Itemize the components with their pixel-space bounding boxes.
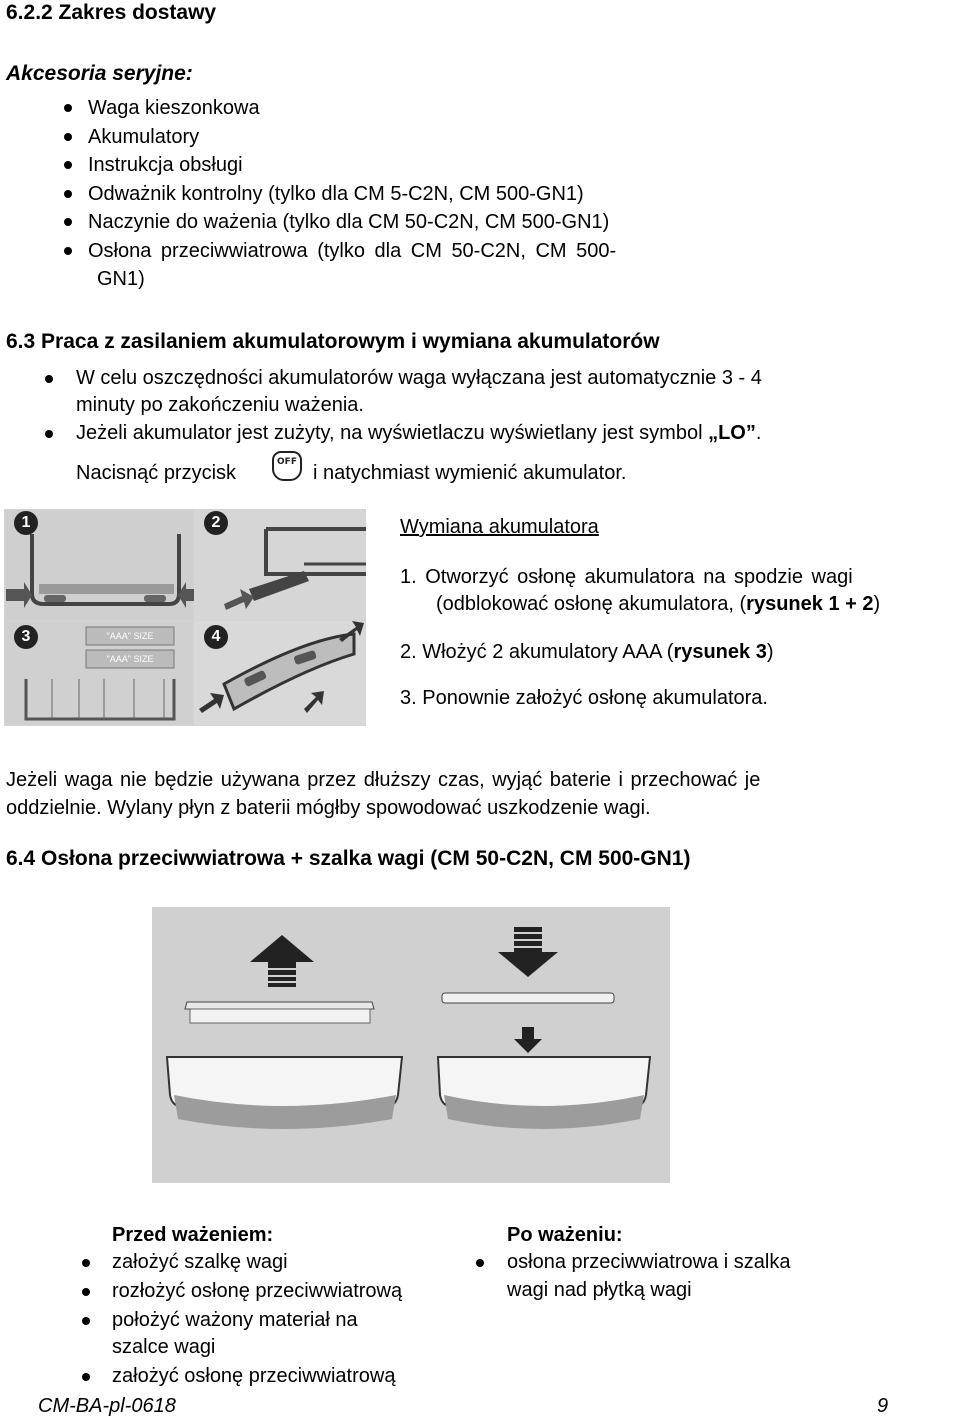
draft-shield-illustration — [152, 907, 670, 1183]
list-item: Osłona przeciwwiatrowa (tylko dla CM 50-C2N, CM 500- — [88, 237, 616, 265]
section-622-subheading: Akcesoria seryjne: — [6, 62, 193, 85]
list-item-continuation: szalce wagi — [112, 1336, 216, 1358]
step-3: 3. Ponownie założyć osłonę akumulatora. — [400, 687, 768, 709]
battery-label: "AAA" SIZE — [106, 654, 154, 664]
list-item: Instrukcja obsługi — [88, 151, 243, 179]
step-1: 1. Otworzyć osłonę akumulatora na spodzie wagi — [400, 566, 853, 588]
list-item: osłona przeciwwiatrowa i szalka — [507, 1250, 790, 1274]
list-item-continuation: wagi nad płytką wagi — [507, 1279, 692, 1301]
before-weighing-title: Przed ważeniem: — [112, 1224, 274, 1246]
list-item: Naczynie do ważenia (tylko dla CM 50-C2N, CM 500-GN1) — [88, 208, 609, 236]
section-63-heading: 6.3 Praca z zasilaniem akumulatorowym i wymiana akumulatorów — [6, 330, 660, 353]
battery-label: "AAA" SIZE — [106, 631, 154, 641]
storage-warning: Jeżeli waga nie będzie używana przez dłuższy czas, wyjąć baterie i przechować je — [6, 769, 761, 791]
list-item: położyć ważony materiał na — [112, 1308, 358, 1332]
figure-number-2: 2 — [211, 514, 221, 531]
section-622-heading: 6.2.2 Zakres dostawy — [6, 1, 217, 24]
after-weighing-title: Po ważeniu: — [507, 1224, 623, 1246]
lo-symbol: „LO” — [708, 422, 756, 444]
low-battery-note: Jeżeli akumulator jest zużyty, na wyświetlaczu wyświetlany jest symbol „LO”. — [76, 421, 761, 445]
battery-replacement-illustration — [4, 509, 366, 726]
auto-off-note: W celu oszczędności akumulatorów waga wyłączana jest automatycznie 3 - 4 — [76, 366, 762, 390]
steps-title: Wymiana akumulatora — [400, 516, 599, 538]
off-button-icon: OFF — [272, 451, 302, 481]
list-item: rozłożyć osłonę przeciwwiatrową — [112, 1279, 402, 1303]
storage-warning-cont: oddzielnie. Wylany płyn z baterii mógłby spowodować uszkodzenie wagi. — [6, 797, 651, 819]
footer-page-number: 9 — [877, 1395, 889, 1417]
auto-off-note-cont: minuty po zakończeniu ważenia. — [76, 394, 364, 416]
footer-doc-code: CM-BA-pl-0618 — [38, 1395, 176, 1417]
list-item-continuation: GN1) — [97, 268, 145, 290]
figure-number-3: 3 — [21, 628, 31, 645]
figure-number-1: 1 — [21, 514, 31, 531]
press-off-note: Nacisnąć przycisk — [76, 462, 237, 484]
list-item: założyć osłonę przeciwwiatrową — [112, 1364, 395, 1388]
draft-shield-figure — [152, 907, 670, 1183]
section-64-heading: 6.4 Osłona przeciwwiatrowa + szalka wagi (CM 50-C2N, CM 500-GN1) — [6, 847, 691, 870]
list-item: Odważnik kontrolny (tylko dla CM 5-C2N, CM 500-GN1) — [88, 180, 584, 208]
figure-number-4: 4 — [211, 628, 221, 645]
list-item: Waga kieszonkowa — [88, 94, 260, 122]
battery-replacement-figure — [4, 509, 366, 726]
step-2: 2. Włożyć 2 akumulatory AAA (rysunek 3) — [400, 641, 774, 663]
press-off-note-cont: i natychmiast wymienić akumulator. — [313, 462, 627, 484]
step-1-cont: (odblokować osłonę akumulatora, (rysunek 1 + 2) — [436, 593, 881, 615]
list-item: Akumulatory — [88, 123, 199, 151]
list-item: założyć szalkę wagi — [112, 1250, 288, 1274]
